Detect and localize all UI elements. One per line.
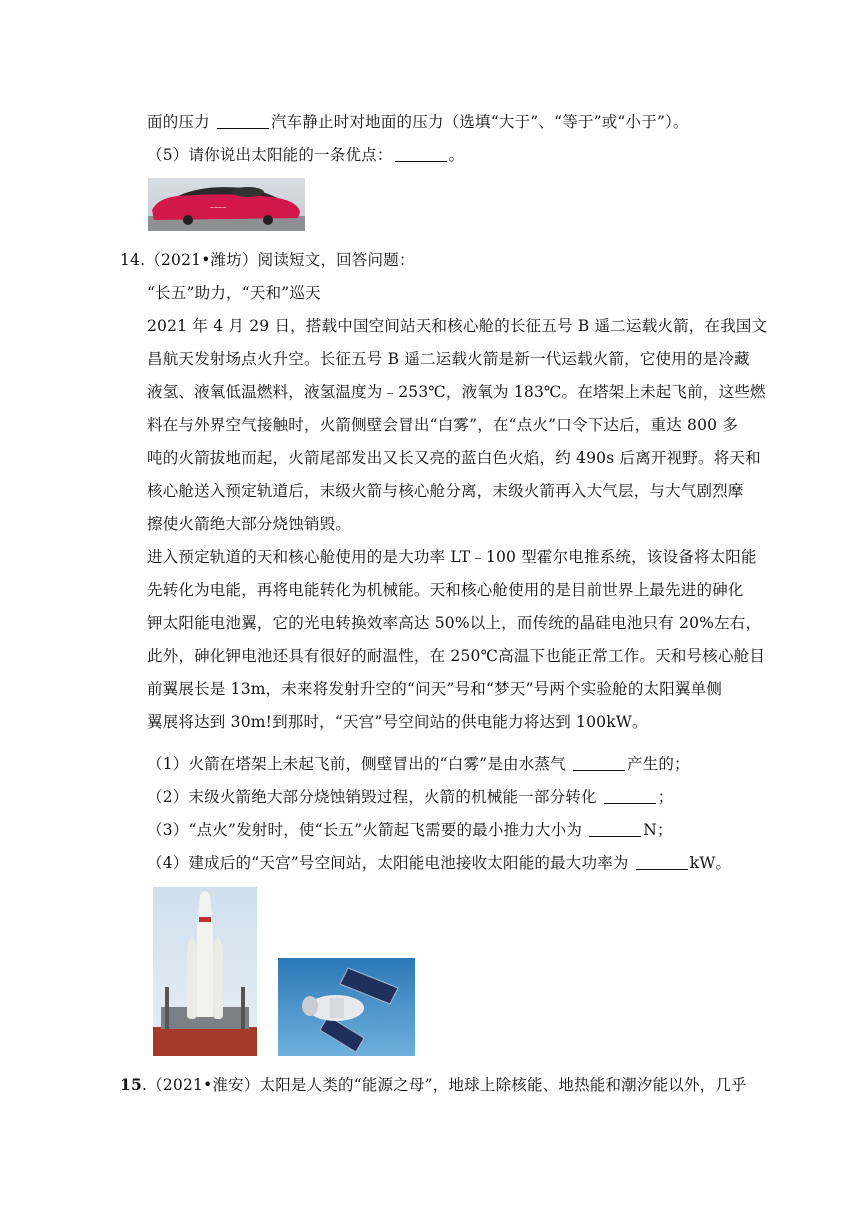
paragraph-1-line: 昌航天发射场点火升空。长征五号 B 遥二运载火箭是新一代运载火箭，它使用的是冷藏 xyxy=(147,350,750,368)
solar-car-image xyxy=(148,178,305,231)
answer-blank[interactable] xyxy=(395,147,447,162)
question-14-header: 14.（2021•潍坊）阅读短文，回答问题： xyxy=(120,251,415,269)
sub-question-2: （2）末级火箭绝大部分烧蚀销毁过程，火箭的机械能一部分转化 ； xyxy=(147,788,674,806)
line-pressure: 面的压力 汽车静止时对地面的压力（选填“大于”、“等于”或“小于”）。 xyxy=(147,113,689,131)
question-15-header: 15.（2021•淮安）太阳是人类的“能源之母”，地球上除核能、地热能和潮汐能以外，几乎 xyxy=(120,1075,747,1094)
answer-blank[interactable] xyxy=(217,114,269,129)
article-title: “长五”助力，“天和”巡天 xyxy=(147,284,321,302)
sub-question-4: （4）建成后的“天宫”号空间站，太阳能电池接收太阳能的最大功率为 kW。 xyxy=(147,854,732,872)
answer-blank[interactable] xyxy=(589,822,641,837)
paragraph-1-line: 擦使火箭绝大部分烧蚀销毁。 xyxy=(147,515,352,533)
sub-question-1: （1）火箭在塔架上未起飞前，侧壁冒出的“白雾”是由水蒸气 产生的； xyxy=(147,755,690,773)
answer-blank[interactable] xyxy=(604,789,656,804)
paragraph-2-line: 进入预定轨道的天和核心舱使用的是大功率 LT﹣100 型霍尔电推系统，该设备将太阳能 xyxy=(147,548,757,566)
paragraph-2-line: 翼展将达到 30m!到那时，“天宫”号空间站的供电能力将达到 100kW。 xyxy=(147,713,648,731)
paragraph-2-line: 钾太阳能电池翼，它的光电转换效率高达 50%以上，而传统的晶硅电池只有 20%左右， xyxy=(147,614,762,632)
paragraph-1-line: 核心舱送入预定轨道后，末级火箭与核心舱分离，末级火箭再入大气层，与大气剧烈摩 xyxy=(147,482,744,500)
solar-car-icon xyxy=(148,178,305,231)
sub-question-5: （5）请你说出太阳能的一条优点： 。 xyxy=(147,146,465,164)
svg-text:~~~~: ~~~~ xyxy=(210,205,227,212)
space-station-image xyxy=(278,958,415,1056)
paragraph-1-line: 2021 年 4 月 29 日，搭载中国空间站天和核心舱的长征五号 B 遥二运载火箭，在我国文 xyxy=(147,317,768,335)
paragraph-1-line: 料在与外界空气接触时，火箭侧壁会冒出“白雾”，在“点火”口令下达后，重达 800 多 xyxy=(147,416,739,434)
paragraph-1-line: 吨的火箭拔地而起，火箭尾部发出又长又亮的蓝白色火焰，约 490s 后离开视野。将天和 xyxy=(147,449,761,467)
sub-question-3: （3）“点火”发射时，使“长五”火箭起飞需要的最小推力大小为 N； xyxy=(147,821,673,839)
paragraph-2-line: 前翼展长是 13m，未来将发射升空的“问天”号和“梦天”号两个实验舱的太阳翼单侧 xyxy=(147,680,723,698)
paragraph-2-line: 先转化为电能，再将电能转化为机械能。天和核心舱使用的是目前世界上最先进的砷化 xyxy=(147,581,744,599)
answer-blank[interactable] xyxy=(573,756,625,771)
answer-blank[interactable] xyxy=(636,855,688,870)
rocket-icon xyxy=(153,887,257,1056)
space-station-icon xyxy=(278,958,415,1056)
rocket-image xyxy=(153,887,257,1056)
paragraph-1-line: 液氢、液氧低温燃料，液氢温度为﹣253℃，液氧为 183℃。在塔架上未起飞前，这些燃 xyxy=(147,383,766,401)
paragraph-2-line: 此外，砷化钾电池还具有很好的耐温性，在 250℃高温下也能正常工作。天和号核心舱目 xyxy=(147,647,766,665)
